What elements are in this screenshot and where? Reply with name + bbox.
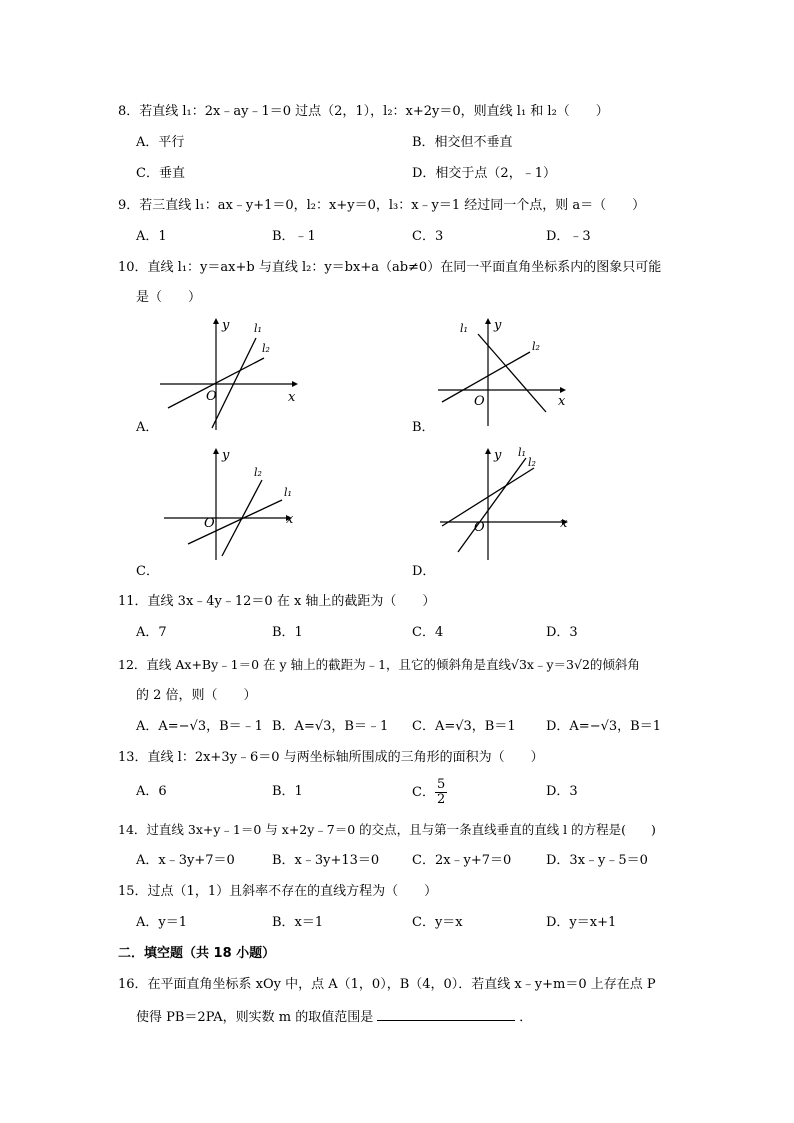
question-12-stem-line2: 的 2 倍，则（ ） — [136, 688, 257, 703]
q8-option-b: B．相交但不垂直 — [412, 135, 513, 150]
line-l1 — [188, 500, 282, 544]
l2-label: l₂ — [532, 340, 540, 353]
q12-option-d: D．A=−√3，B＝1 — [546, 719, 661, 734]
line-l2 — [442, 352, 530, 402]
graph-a-figure — [160, 318, 310, 430]
question-12-stem-line1: 12．直线 Ax+By﹣1＝0 在 y 轴上的截距为﹣1，且它的倾斜角是直线√3x﹣y＝3√2的倾斜角 — [118, 657, 640, 672]
origin-label: O — [204, 516, 215, 531]
question-15-stem: 15．过点（1，1）且斜率不存在的直线方程为（ ） — [118, 884, 438, 899]
q16-line2-end: ． — [519, 1010, 533, 1025]
graph-d — [440, 448, 590, 560]
origin-label: O — [474, 394, 485, 409]
q9-option-b: B．﹣1 — [272, 229, 316, 244]
q8-option-d: D．相交于点（2，﹣1） — [412, 166, 556, 181]
q11-option-d: D．3 — [546, 625, 578, 640]
x-axis-arrow-icon — [292, 381, 298, 387]
q14-option-b: B．x﹣3y+13＝0 — [272, 853, 380, 868]
y-axis-arrow-icon — [213, 318, 219, 324]
y-axis-arrow-icon — [213, 448, 219, 454]
graph-c-figure — [164, 448, 314, 560]
y-axis-label: y — [494, 448, 502, 463]
y-axis-arrow-icon — [485, 318, 491, 324]
q13-option-c — [412, 776, 447, 810]
graph-b — [438, 318, 588, 430]
q14-option-d: D．3x﹣y﹣5＝0 — [546, 853, 648, 868]
l1-label: l₁ — [284, 486, 292, 499]
question-10-stem-line2: 是（ ） — [136, 290, 202, 305]
q9-option-a: A．1 — [136, 229, 167, 244]
fraction-five-halves — [435, 778, 447, 807]
q11-option-a: A．7 — [136, 625, 167, 640]
q10-option-d: D． — [412, 564, 436, 579]
q15-option-b: B．x＝1 — [272, 915, 324, 930]
q13-option-c-label: C． — [412, 785, 435, 800]
l2-label: l₂ — [254, 466, 262, 479]
origin-label: O — [474, 520, 485, 535]
graph-a — [160, 318, 310, 430]
question-16-stem-line1: 16．在平面直角坐标系 xOy 中，点 A（1，0），B（4，0）．若直线 x﹣y+m＝0 上存在点 P — [118, 977, 656, 992]
q9-option-c: C．3 — [412, 229, 444, 244]
y-axis-label: y — [222, 318, 230, 333]
q10-option-a: A． — [136, 420, 159, 435]
q16-line2-text: 使得 PB＝2PA，则实数 m 的取值范围是 — [136, 1010, 374, 1025]
graph-d-figure — [440, 448, 590, 560]
q12-option-a: A．A=−√3，B＝﹣1 — [136, 719, 263, 734]
answer-blank[interactable] — [377, 1008, 515, 1021]
l1-label: l₁ — [518, 446, 526, 459]
q15-option-a: A．y＝1 — [136, 915, 188, 930]
q10-option-c: C． — [136, 564, 159, 579]
question-13-stem: 13．直线 l：2x+3y﹣6＝0 与两坐标轴所围成的三角形的面积为（ ） — [118, 750, 544, 765]
q11-option-c: C．4 — [412, 625, 444, 640]
x-axis-arrow-icon — [560, 387, 566, 393]
y-axis-label: y — [222, 448, 230, 463]
q8-option-c: C．垂直 — [136, 166, 185, 181]
section-heading-fill-in: 二．填空题（共 18 小题） — [118, 946, 276, 961]
q11-option-b: B．1 — [272, 625, 303, 640]
q12-option-b: B．A=√3，B＝﹣1 — [272, 719, 389, 734]
x-axis-label: x — [558, 394, 566, 409]
origin-label: O — [206, 389, 217, 404]
q10-option-b: B． — [412, 420, 435, 435]
q14-option-c: C．2x﹣y+7＝0 — [412, 853, 512, 868]
q8-option-a: A．平行 — [136, 135, 185, 150]
l1-label: l₁ — [460, 322, 468, 335]
q14-option-a: A．x﹣3y+7＝0 — [136, 853, 235, 868]
q13-option-a: A．6 — [136, 784, 167, 799]
l2-label: l₂ — [262, 342, 270, 355]
graph-c — [164, 448, 314, 560]
l1-label: l₁ — [254, 322, 262, 335]
x-axis-label: x — [288, 390, 296, 405]
question-11-stem: 11．直线 3x﹣4y﹣12＝0 在 x 轴上的截距为（ ） — [118, 594, 436, 609]
l2-label: l₂ — [528, 456, 536, 469]
question-10-stem-line1: 10．直线 l₁：y＝ax+b 与直线 l₂：y＝bx+a（ab≠0）在同一平面直角坐标系内的图象只可能 — [118, 260, 662, 275]
q15-option-d: D．y＝x+1 — [546, 915, 617, 930]
q15-option-c: C．y＝x — [412, 915, 463, 930]
line-l1 — [458, 458, 526, 552]
x-axis-label: x — [560, 516, 568, 531]
q9-option-d: D．﹣3 — [546, 229, 591, 244]
line-l1 — [212, 338, 256, 428]
fraction-denominator: 2 — [436, 792, 446, 807]
question-8-stem: 8．若直线 l₁：2x﹣ay﹣1＝0 过点（2，1），l₂：x+2y＝0，则直线 l₁ 和 l₂（ ） — [118, 104, 609, 119]
y-axis-label: y — [494, 318, 502, 333]
q13-option-d: D．3 — [546, 784, 578, 799]
q12-option-c: C．A=√3，B＝1 — [412, 719, 516, 734]
question-14-stem: 14．过直线 3x+y﹣1＝0 与 x+2y﹣7＝0 的交点，且与第一条直线垂直的直线 l 的方程是( ) — [118, 822, 656, 837]
fraction-numerator: 5 — [436, 777, 446, 792]
question-9-stem: 9．若三直线 l₁：ax﹣y+1＝0，l₂：x+y＝0，l₃：x﹣y＝1 经过同一个点，则 a＝（ ） — [118, 198, 646, 213]
x-axis-label: x — [286, 512, 294, 527]
question-16-stem-line2 — [136, 1008, 532, 1027]
y-axis-arrow-icon — [485, 448, 491, 454]
q13-option-b: B．1 — [272, 784, 303, 799]
